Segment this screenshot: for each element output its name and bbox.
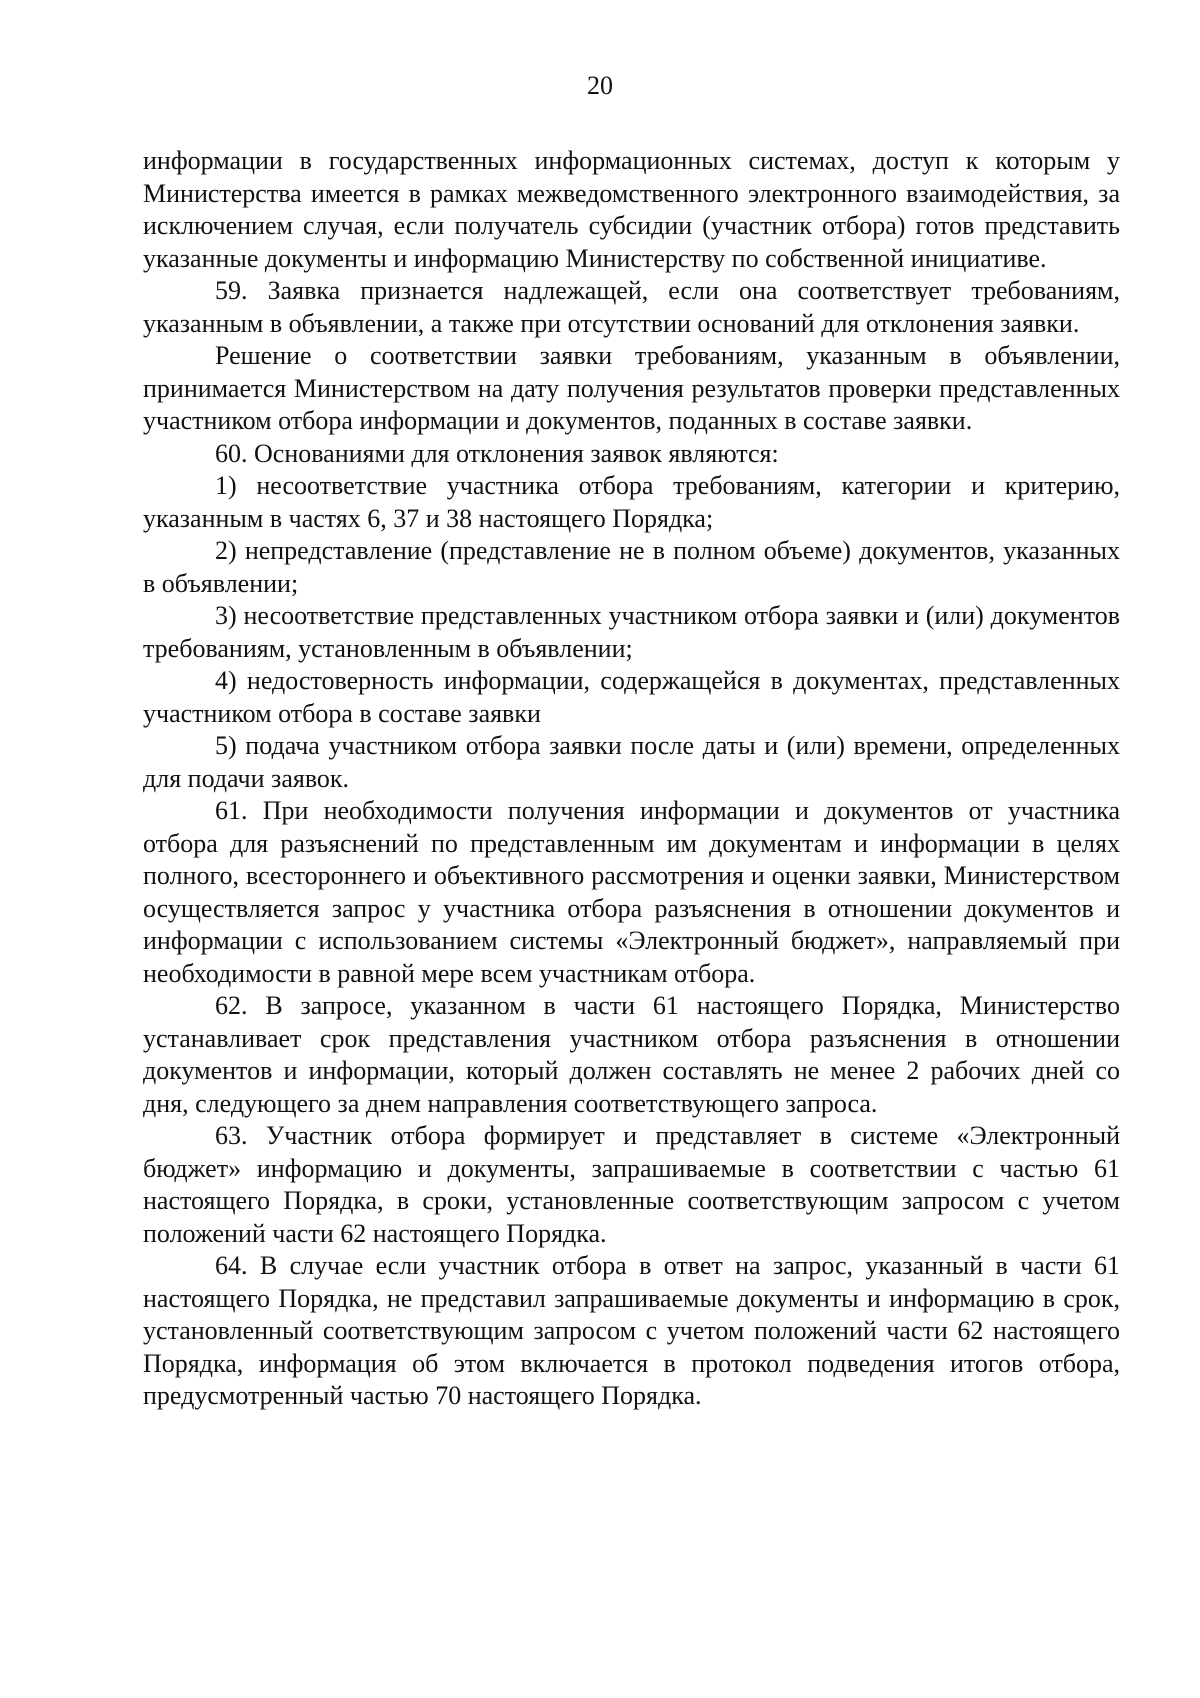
- list-item-60-1: 1) несоответствие участника отбора требованиям, категории и критерию, указанным в частях 6, 37 и 38 настоящего Порядка;: [143, 471, 1120, 533]
- paragraph-continuation: информации в государственных информационных системах, доступ к которым у Министерства имеется в рамках межведомственного электронного взаимодействия, за исключением случая, если получатель субсидии (участник отбора) готов представить указанные документы и информацию Министерству по собственной инициативе.: [143, 146, 1120, 273]
- document-body: [143, 145, 1120, 1413]
- list-item-60-4: 4) недостоверность информации, содержащейся в документах, представленных участником отбора в составе заявки: [143, 666, 1120, 728]
- paragraph-60: 60. Основаниями для отклонения заявок являются:: [215, 438, 779, 468]
- paragraph-64: 64. В случае если участник отбора в ответ на запрос, указанный в части 61 настоящего Порядка, не представил запрашиваемые документы и информацию в срок, установленный соответствующим запросом с учетом положений части 62 настоящего Порядка, информация об этом включается в протокол подведения итогов отбора, предусмотренный частью 70 настоящего Порядка.: [143, 1251, 1120, 1410]
- list-item-60-5: 5) подача участником отбора заявки после даты и (или) времени, определенных для подачи заявок.: [143, 731, 1120, 793]
- paragraph-63: 63. Участник отбора формирует и представляет в системе «Электронный бюджет» информацию и документы, запрашиваемые в соответствии с частью 61 настоящего Порядка, в сроки, установленные соответствующим запросом с учетом положений части 62 настоящего Порядка.: [143, 1121, 1120, 1248]
- paragraph-59-decision: Решение о соответствии заявки требованиям, указанным в объявлении, принимается Министерством на дату получения результатов проверки представленных участником отбора информации и документов, поданных в составе заявки.: [143, 341, 1120, 435]
- list-item-60-3: 3) несоответствие представленных участником отбора заявки и (или) документов требованиям, установленным в объявлении;: [143, 601, 1120, 663]
- list-item-60-2: 2) непредставление (представление не в полном объеме) документов, указанных в объявлении;: [143, 536, 1120, 598]
- page-number: 20: [587, 71, 613, 100]
- paragraph-61: 61. При необходимости получения информации и документов от участника отбора для разъяснений по представленным им документам и информации в целях полного, всестороннего и объективного рассмотрения и оценки заявки, Министерством осуществляется запрос у участника отбора разъяснения в отношении документов и информации с использованием системы «Электронный бюджет», направляемый при необходимости в равной мере всем участникам отбора.: [143, 796, 1120, 988]
- paragraph-62: 62. В запросе, указанном в части 61 настоящего Порядка, Министерство устанавливает срок представления участником отбора разъяснения в отношении документов и информации, который должен составлять не менее 2 рабочих дней со дня, следующего за днем направления соответствующего запроса.: [143, 991, 1120, 1118]
- paragraph-59: 59. Заявка признается надлежащей, если она соответствует требованиям, указанным в объявлении, а также при отсутствии оснований для отклонения заявки.: [143, 276, 1120, 338]
